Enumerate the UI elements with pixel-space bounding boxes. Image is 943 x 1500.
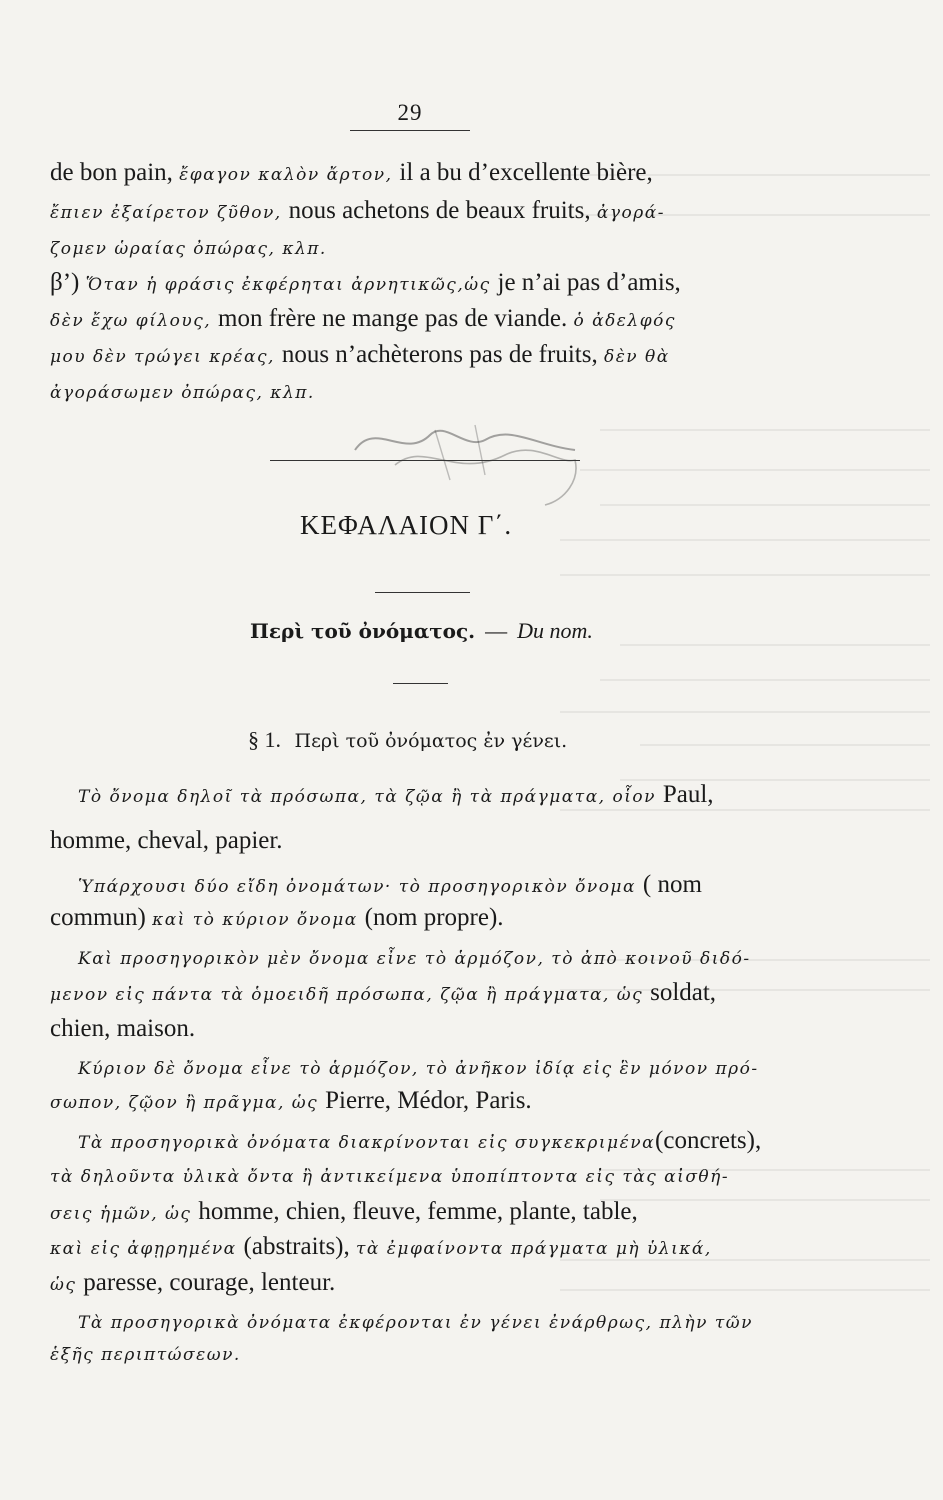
top_lines-line	[50, 232, 327, 264]
body_lines-line	[50, 826, 283, 856]
chapter-rule-top	[270, 460, 580, 461]
section-title-greek: Περὶ τοῦ ὀνόματος.	[250, 619, 476, 643]
french-text: paresse, courage, lenteur.	[83, 1269, 336, 1296]
top_lines-line	[50, 304, 676, 336]
french-text: mon frère ne mange pas de viande.	[218, 305, 574, 332]
section-title-french: Du nom.	[517, 618, 593, 643]
section-title	[250, 618, 593, 644]
top_lines-line	[50, 196, 665, 228]
body_lines-line	[78, 942, 751, 974]
greek-text: ὡς	[50, 1275, 84, 1295]
french-text: commun)	[50, 904, 153, 931]
header-rule	[350, 130, 470, 131]
body_lines-line	[78, 780, 714, 812]
body_lines-line	[50, 1197, 638, 1229]
french-text: homme, chien, fleuve, femme, plante, table,	[198, 1198, 638, 1225]
french-text: je n’ai pas d’amis,	[497, 269, 681, 296]
body_lines-line	[50, 1160, 729, 1192]
body_lines-line	[78, 870, 702, 902]
greek-text: Τὰ προσηγορικὰ ὀνόματα διακρίνονται εἰς συγκεκριμένα	[78, 1133, 656, 1153]
french-text: homme, cheval, papier.	[50, 827, 283, 854]
french-text: nous achetons de beaux fruits,	[288, 197, 597, 224]
greek-text: καὶ τὸ κύριον ὄνομα	[152, 910, 365, 930]
greek-text: Ὅταν ἡ φράσις ἐκφέρηται ἀρνητικῶς,ὡς	[85, 275, 498, 295]
greek-text: τὰ δηλοῦντα ὑλικὰ ὄντα ἢ ἀντικείμενα ὑποπίπτοντα εἰς τὰς αἰσθή-	[50, 1167, 730, 1187]
greek-text: Κύριον δὲ ὄνομα εἶνε τὸ ἁρμόζον, τὸ ἀνῆκον ἰδίᾳ εἰς ἓν μόνον πρό-	[78, 1059, 759, 1079]
greek-text: μενον εἰς πάντα τὰ ὁμοειδῆ πρόσωπα, ζῷα ἢ πράγματα, ὡς	[50, 985, 651, 1005]
top_lines-line	[50, 268, 681, 300]
greek-text: ἔπιεν ἐξαίρετον ζῦθον,	[50, 203, 289, 223]
section-rule	[393, 683, 448, 684]
french-text: β’)	[50, 269, 86, 296]
french-text: de bon pain,	[50, 159, 180, 186]
french-text: Pierre, Médor, Paris.	[325, 1087, 532, 1114]
chapter-title: ΚΕΦΑΛΑΙΟΝ Γ΄.	[300, 510, 513, 540]
greek-text: Ὑπάρχουσι δύο εἴδη ὀνομάτων· τὸ προσηγορικὸν ὄνομα	[78, 877, 643, 897]
greek-text: ἀγοράσωμεν ὀπώρας, κλπ.	[50, 383, 315, 403]
greek-text: δὲν ἔχω φίλους,	[50, 311, 219, 331]
top_lines-line	[50, 340, 670, 372]
body_lines-line	[50, 1014, 195, 1044]
french-text: (abstraits),	[243, 1233, 357, 1260]
paragraph-heading	[248, 727, 567, 753]
greek-text: μου δὲν τρώγει κρέας,	[50, 347, 282, 367]
body_lines-line	[50, 903, 504, 935]
body_lines-line	[50, 1268, 335, 1300]
french-text: Paul,	[662, 781, 714, 808]
french-text: (nom propre).	[364, 904, 504, 931]
french-text: chien, maison.	[50, 1015, 196, 1042]
body_lines-line	[78, 1126, 761, 1158]
body_lines-line	[50, 1338, 241, 1370]
top_lines-line	[50, 158, 653, 190]
french-text: ( nom	[642, 871, 702, 898]
section-title-dash: —	[485, 618, 508, 643]
greek-text: Καὶ προσηγορικὸν μὲν ὄνομα εἶνε τὸ ἁρμόζον, τὸ ἀπὸ κοινοῦ διδό-	[78, 949, 751, 969]
greek-text: ζομεν ὡραίας ὀπώρας, κλπ.	[50, 239, 327, 259]
greek-text: σωπον, ζῷον ἢ πρᾶγμα, ὡς	[50, 1093, 326, 1113]
greek-text: σεις ἡμῶν, ὡς	[50, 1204, 199, 1224]
greek-text: ἑξῆς περιπτώσεων.	[50, 1345, 241, 1365]
top_lines-line	[50, 376, 315, 408]
body_lines-line	[50, 978, 716, 1010]
greek-text: ὁ ἀδελφός	[573, 311, 676, 331]
chapter-rule-bottom	[375, 592, 470, 593]
paragraph-symbol: § 1.	[248, 727, 281, 752]
body_lines-line	[50, 1086, 532, 1118]
french-text: il a bu d’excellente bière,	[399, 159, 653, 186]
greek-text: τὰ ἐμφαίνοντα πράγματα μὴ ὑλικά,	[356, 1239, 712, 1259]
paragraph-heading-text: Περὶ τοῦ ὀνόματος ἐν γένει.	[294, 730, 568, 752]
body_lines-line	[78, 1052, 759, 1084]
french-text: nous n’achèterons pas de fruits,	[281, 341, 604, 368]
body_lines-line	[78, 1306, 753, 1338]
greek-text: δὲν θὰ	[603, 347, 670, 367]
greek-text: ἀγορά-	[596, 203, 665, 223]
body_lines-line	[50, 1232, 712, 1264]
page-number: 29	[397, 100, 423, 125]
ink-flourish-mark	[335, 410, 605, 520]
greek-text: Τὰ προσηγορικὰ ὀνόματα ἐκφέρονται ἐν γένει ἐνάρθρως, πλὴν τῶν	[78, 1313, 753, 1333]
greek-text: ἔφαγον καλὸν ἄρτον,	[179, 165, 400, 185]
greek-text: καὶ εἰς ἀφῃρημένα	[50, 1239, 244, 1259]
greek-text: Τὸ ὄνομα δηλοῖ τὰ πρόσωπα, τὰ ζῷα ἢ τὰ πράγματα, οἷον	[78, 787, 663, 807]
french-text: (concrets),	[655, 1127, 762, 1154]
french-text: soldat,	[650, 979, 717, 1006]
